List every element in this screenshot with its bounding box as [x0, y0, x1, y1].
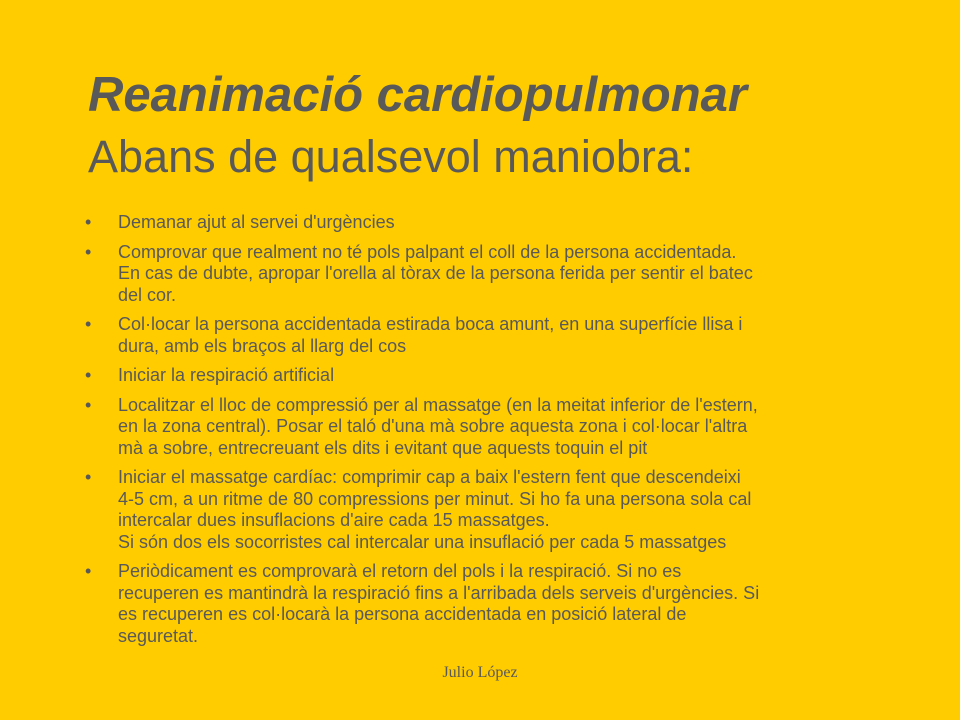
- list-item: [82, 314, 892, 357]
- list-item-text-line: Demanar ajut al servei d'urgències: [118, 212, 395, 232]
- list-item-text-line: 4-5 cm, a un ritme de 80 compressions per minut. Si ho fa una persona sola cal: [118, 488, 752, 509]
- list-item: [82, 467, 892, 553]
- list-item-text-line: recuperen es mantindrà la respiració fins a l'arribada dels serveis d'urgències. Si: [118, 582, 760, 603]
- list-item-text-line: intercalar dues insuflacions d'aire cada 15 massatges.: [118, 510, 550, 530]
- list-item-text-line: Periòdicament es comprovarà el retorn del pols i la respiració. Si no es: [118, 561, 682, 581]
- bullet-list: [82, 212, 892, 655]
- bullet-icon: •: [85, 561, 92, 581]
- bullet-icon: •: [85, 212, 92, 232]
- list-item-text-line: En cas de dubte, apropar l'orella al tòrax de la persona ferida per sentir el batec: [118, 263, 753, 283]
- bullet-icon: •: [85, 241, 92, 262]
- title-subtitle: Abans de qualsevol maniobra:: [88, 131, 694, 182]
- slide-title: [88, 64, 918, 188]
- list-item-text-line: dura, amb els braços al llarg del cos: [118, 335, 407, 356]
- list-item-text-line: Iniciar el massatge cardíac: comprimir cap a baix l'estern fent que descendeixi: [118, 467, 741, 487]
- list-item-text-line: Iniciar la respiració artificial: [118, 365, 335, 385]
- list-item: [82, 212, 892, 234]
- bullet-icon: •: [85, 467, 92, 487]
- list-item-text-line: mà a sobre, entrecreuant els dits i evitant que aquests toquin el pit: [118, 437, 648, 458]
- footer-author: Julio López: [442, 664, 518, 681]
- bullet-icon: •: [85, 365, 92, 385]
- list-item-text-line: Si són dos els socorristes cal intercalar una insuflació per cada 5 massatges: [118, 531, 727, 552]
- bullet-icon: •: [85, 314, 92, 334]
- list-item-text-line: Col·locar la persona accidentada estirada boca amunt, en una superfície llisa i: [118, 314, 743, 334]
- list-item-text-line: seguretat.: [118, 625, 199, 646]
- list-item: [82, 365, 892, 387]
- list-item-text-line: es recuperen es col·locarà la persona accidentada en posició lateral de: [118, 604, 687, 624]
- title-main: Reanimació cardiopulmonar: [88, 68, 747, 122]
- list-item: [82, 561, 892, 647]
- list-item-text-line: Localitzar el lloc de compressió per al massatge (en la meitat inferior de l'estern,: [118, 394, 758, 415]
- list-item-text-line: del cor.: [118, 284, 177, 305]
- list-item-text-line: en la zona central). Posar el taló d'una mà sobre aquesta zona i col·locar l'altra: [118, 416, 748, 436]
- bullet-icon: •: [85, 394, 92, 415]
- list-item: [82, 395, 892, 460]
- list-item: [82, 242, 892, 307]
- list-item-text-line: Comprovar que realment no té pols palpant el coll de la persona accidentada.: [118, 241, 737, 262]
